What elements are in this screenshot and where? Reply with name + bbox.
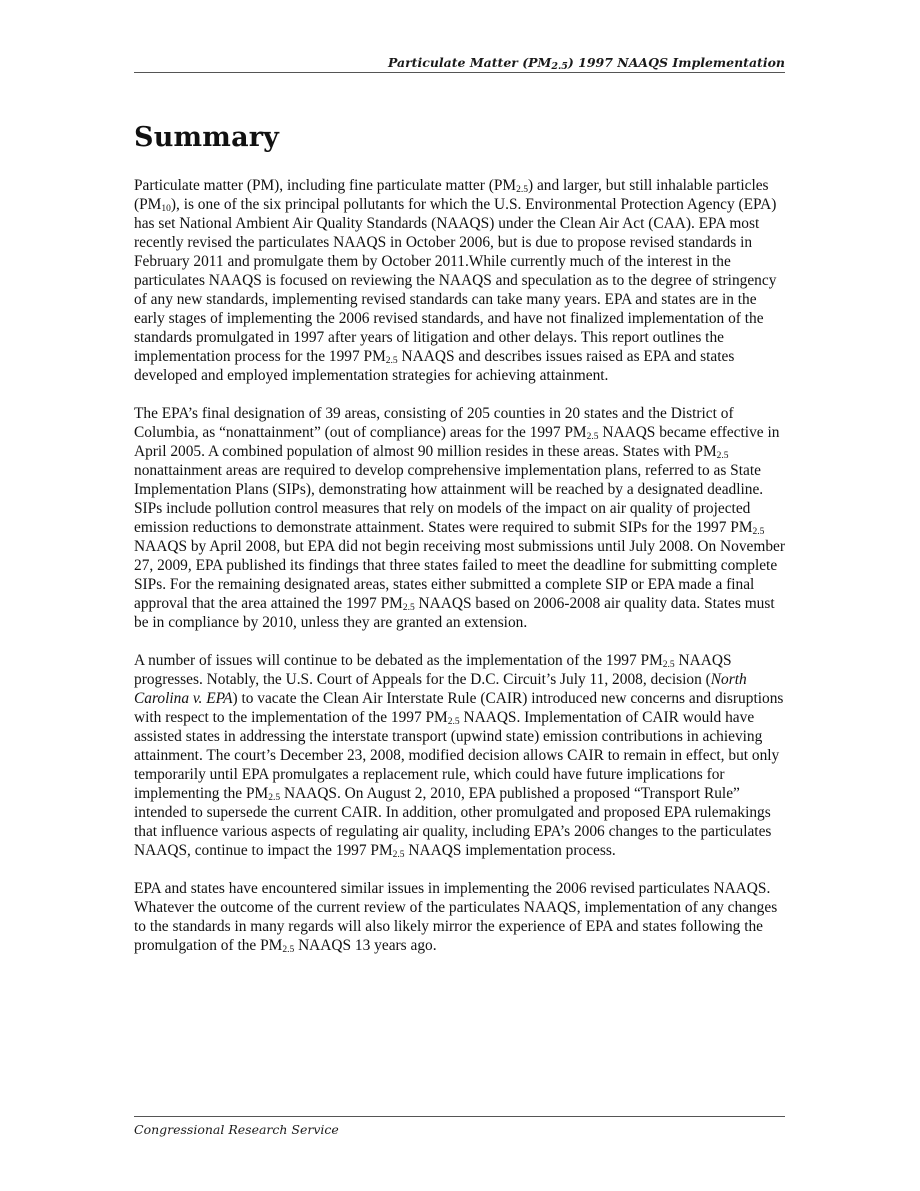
paragraph-4: EPA and states have encountered similar issues in implementing the 2006 revised particulates NAAQS. Whatever the outcome of the current review of the particulates NAAQS, implementation of any changes to the standards in many regards will also likely mirror the experience of EPA and states following the promulgation of the $PM_{2.5}$ NAAQS 13 years ago. — [134, 880, 778, 955]
page-title: Summary — [134, 122, 280, 153]
header-rule — [134, 72, 785, 73]
pm25-term: $PM_{2.5}$ — [564, 424, 599, 442]
paragraph-1: Particulate matter (PM), including fine particulate matter $(PM_{2.5})$ and larger, but still inhalable particles $(PM_{10})$, is one of the six principal pollutants for which the U.S. Environmental Protection Agency (EPA) has set National Ambient Air Quality Standards (NAAQS) under the Clean Air Act (CAA). EPA most recently revised the particulates NAAQS in October 2006, but is due to propose revised standards in February 2011 and promulgate them by October 2011.While currently much of the interest in the particulates NAAQS is focused on reviewing the NAAQS and speculation as to the degree of stringency of any new standards, implementing revised standards can take many years. EPA and states are in the early stages of implementing the 2006 revised standards, and have not finalized implementation of the standards promulgated in 1997 after years of litigation and other delays. This report outlines the implementation process for the 1997 $PM_{2.5}$ NAAQS and describes issues raised as EPA and states developed and employed implementation strategies for achieving attainment. — [134, 177, 777, 384]
paragraph-3: A number of issues will continue to be debated as the implementation of the 1997 $PM_{2.5}$ NAAQS progresses. Notably, the U.S. Court of Appeals for the D.C. Circuit’s July 11, 2008, decision (North Carolina v. EPA) to vacate the Clean Air Interstate Rule (CAIR) introduced new concerns and disruptions with respect to the implementation of the 1997 $PM_{2.5}$ NAAQS. Implementation of CAIR would have assisted states in addressing the interstate transport (upwind state) emission contributions in achieving attainment. The court’s December 23, 2008, modified decision allows CAIR to remain in effect, but only temporarily until EPA promulgates a replacement rule, which could have future implications for implementing the $PM_{2.5}$ NAAQS. On August 2, 2010, EPA published a proposed “Transport Rule” intended to supersede the current CAIR. In addition, other promulgated and proposed EPA rulemakings that influence various aspects of regulating air quality, including EPA’s 2006 changes to the particulates NAAQS, continue to impact the 1997 $PM_{2.5}$ NAAQS implementation process. — [134, 652, 784, 860]
pm25-term: $PM_{2.5}$ — [246, 785, 281, 803]
pm25-term: $PM_{2.5}$ — [370, 842, 405, 860]
pm25-term: $PM_{2.5}$ — [493, 177, 528, 195]
pm25-term: $PM_{2.5}$ — [640, 652, 675, 670]
pm25-term: $PM_{2.5}$ — [380, 595, 415, 613]
pm25-term: $PM_{2.5}$ — [730, 519, 765, 537]
pm25-term: $PM_{2.5}$ — [425, 709, 460, 727]
running-header: Particulate Matter $(PM_{2.5})$ 1997 NAAQS Implementation — [387, 55, 785, 72]
footer-source: Congressional Research Service — [134, 1122, 339, 1137]
pm25-term: $PM_{2.5}$ — [260, 937, 295, 955]
pm25-term: $PM_{2.5}$ — [363, 348, 398, 366]
paragraph-2: The EPA’s final designation of 39 areas, consisting of 205 counties in 20 states and the District of Columbia, as “nonattainment” (out of compliance) areas for the 1997 $PM_{2.5}$ NAAQS became effective in April 2005. A combined population of almost 90 million resides in these areas. States with $PM_{2.5}$ nonattainment areas are required to develop comprehensive implementation plans, referred to as State Implementation Plans (SIPs), demonstrating how attainment will be reached by a designated deadline. SIPs include pollution control measures that rely on models of the impact on air quality of projected emission reductions to demonstrate attainment. States were required to submit SIPs for the 1997 $PM_{2.5}$ NAAQS by April 2008, but EPA did not begin receiving most submissions until July 2008. On November 27, 2009, EPA published its findings that three states failed to meet the deadline for submitting complete SIPs. For the remaining designated areas, states either submitted a complete SIP or EPA made a final approval that the area attained the 1997 $PM_{2.5}$ NAAQS based on 2006-2008 air quality data. States must be in compliance by 2010, unless they are granted an extension. — [134, 405, 785, 631]
case-citation: North Carolina v. EPA — [134, 671, 747, 707]
pm25-term: $PM_{2.5}$ — [694, 443, 729, 461]
summary-body — [134, 176, 786, 955]
footer-rule — [134, 1116, 785, 1117]
